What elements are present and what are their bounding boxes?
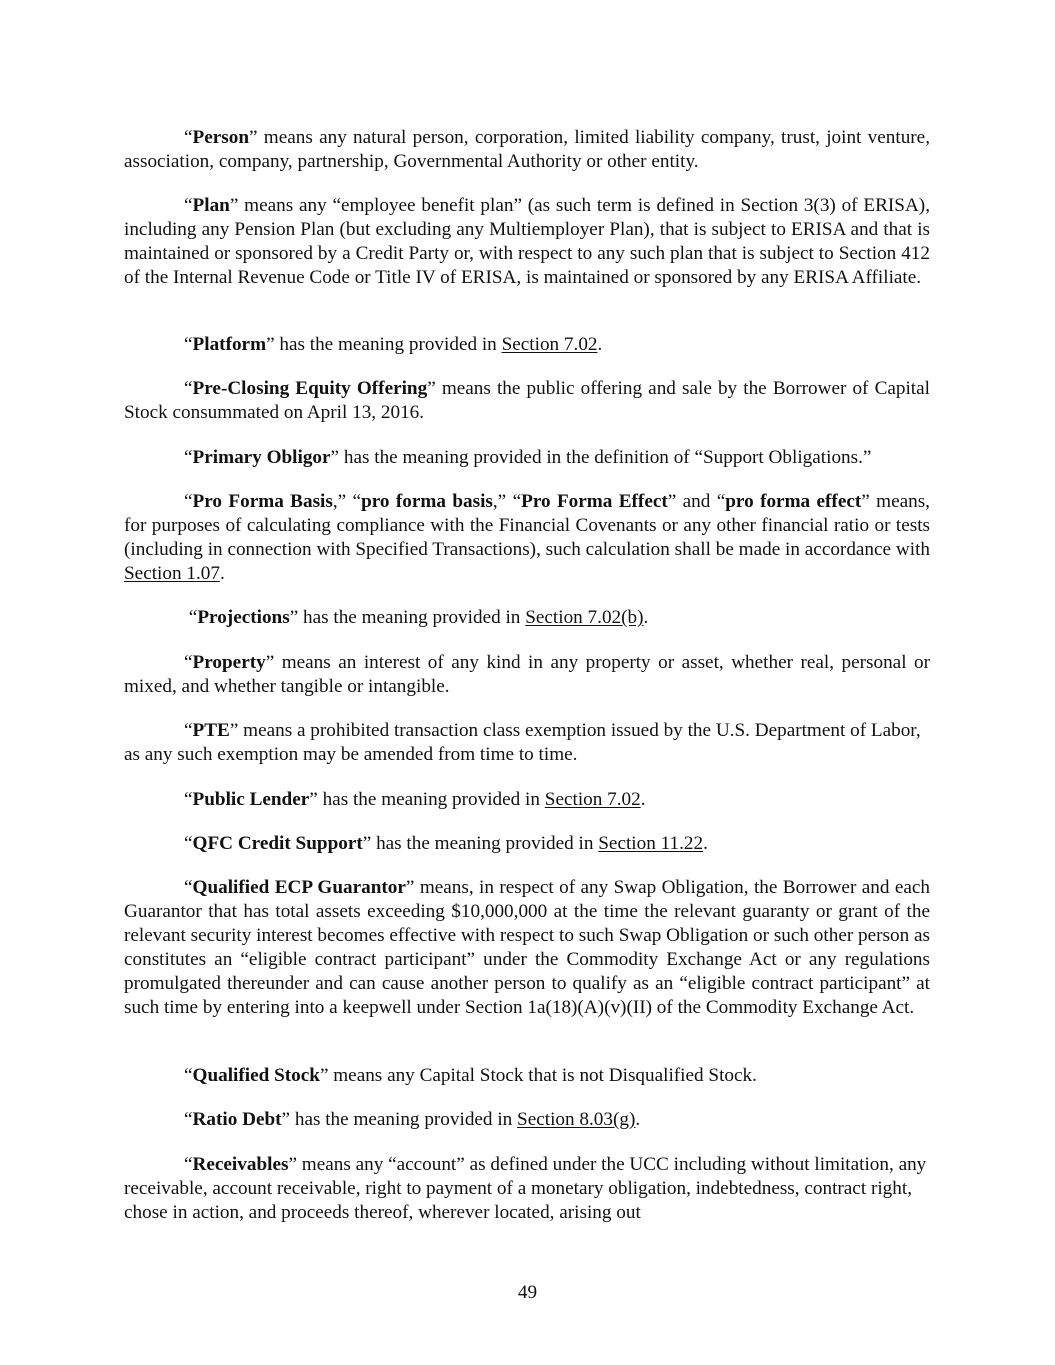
definition-pro-forma-basis: “Pro Forma Basis,” “pro forma basis,” “Pro Forma Effect” and “pro forma effect” means, for purposes of calculating compliance with the Financial Covenants or any other financial ratio or tests (including in connection with Specified Transactions), such calculation shall be made in accordance with Section 1.07. <box>124 491 930 584</box>
defined-term: Primary Obligor <box>192 447 331 468</box>
defined-term: Pro Forma Basis <box>192 491 333 512</box>
defined-term: Plan <box>192 195 230 216</box>
defined-term: Qualified Stock <box>192 1065 320 1086</box>
defined-term: Projections <box>197 607 290 628</box>
section-reference: Section 11.22 <box>598 833 704 854</box>
definition-pte: “PTE” means a prohibited transaction class exemption issued by the U.S. Department of Labor, as any such exemption may be amended from time to time. <box>124 720 921 765</box>
defined-term: QFC Credit Support <box>192 833 363 854</box>
section-reference: Section 7.02(b) <box>525 607 644 628</box>
defined-term: Property <box>192 652 266 673</box>
defined-term: Pro Forma Effect <box>521 491 668 512</box>
defined-term: Person <box>192 127 250 148</box>
definition-receivables: “Receivables” means any “account” as defined under the UCC including without limitation, any receivable, account receivable, right to payment of a monetary obligation, indebtedness, contract right, chose in action, and proceeds thereof, wherever located, arising out <box>124 1154 927 1223</box>
defined-term: Receivables <box>192 1154 289 1175</box>
defined-term: Platform <box>192 334 267 355</box>
definition-projections: “Projections” has the meaning provided in Section 7.02(b). <box>184 607 649 628</box>
defined-term: pro forma effect <box>725 491 862 512</box>
definition-plan: “Plan” means any “employee benefit plan” (as such term is defined in Section 3(3) of ERISA), including any Pension Plan (but excluding any Multiemployer Plan), that is subject to ERISA and that is maintained or sponsored by a Credit Party or, with respect to any such plan that is subject to Section 412 of the Internal Revenue Code or Title IV of ERISA, is maintained or sponsored by any ERISA Affiliate. <box>124 195 930 288</box>
definition-public-lender: “Public Lender” has the meaning provided in Section 7.02. <box>184 789 646 810</box>
section-reference: Section 1.07 <box>124 563 220 584</box>
section-reference: Section 7.02 <box>501 334 598 355</box>
defined-term: PTE <box>192 720 230 741</box>
definition-property: “Property” means an interest of any kind in any property or asset, whether real, personal or mixed, and whether tangible or intangible. <box>124 652 930 697</box>
defined-term: Ratio Debt <box>192 1109 282 1130</box>
defined-term: pro forma basis <box>361 491 493 512</box>
definition-qualified-ecp-guarantor: “Qualified ECP Guarantor” means, in respect of any Swap Obligation, the Borrower and each Guarantor that has total assets exceeding $10,000,000 at the time the relevant guaranty or grant of the relevant security interest becomes effective with respect to such Swap Obligation or such other person as constitutes an “eligible contract participant” under the Commodity Exchange Act or any regulations promulgated thereunder and can cause another person to qualify as an “eligible contract participant” at such time by entering into a keepwell under Section 1a(18)(A)(v)(II) of the Commodity Exchange Act. <box>124 877 930 1018</box>
defined-term: Qualified ECP Guarantor <box>192 877 406 898</box>
definition-qfc-credit-support: “QFC Credit Support” has the meaning provided in Section 11.22. <box>184 833 708 854</box>
defined-term: Public Lender <box>192 789 310 810</box>
definition-person: “Person” means any natural person, corporation, limited liability company, trust, joint venture, association, company, partnership, Governmental Authority or other entity. <box>124 127 930 172</box>
definition-qualified-stock: “Qualified Stock” means any Capital Stock that is not Disqualified Stock. <box>184 1065 757 1086</box>
definition-pre-closing-equity-offering: “Pre-Closing Equity Offering” means the public offering and sale by the Borrower of Capital Stock consummated on April 13, 2016. <box>124 378 930 423</box>
section-reference: Section 8.03(g) <box>517 1109 636 1130</box>
defined-term: Pre-Closing Equity Offering <box>192 378 428 399</box>
definition-primary-obligor: “Primary Obligor” has the meaning provided in the definition of “Support Obligations.” <box>184 447 872 468</box>
page-number: 49 <box>517 1282 538 1303</box>
definition-ratio-debt: “Ratio Debt” has the meaning provided in Section 8.03(g). <box>184 1109 641 1130</box>
section-reference: Section 7.02 <box>544 789 641 810</box>
definition-platform: “Platform” has the meaning provided in Section 7.02. <box>184 334 603 355</box>
